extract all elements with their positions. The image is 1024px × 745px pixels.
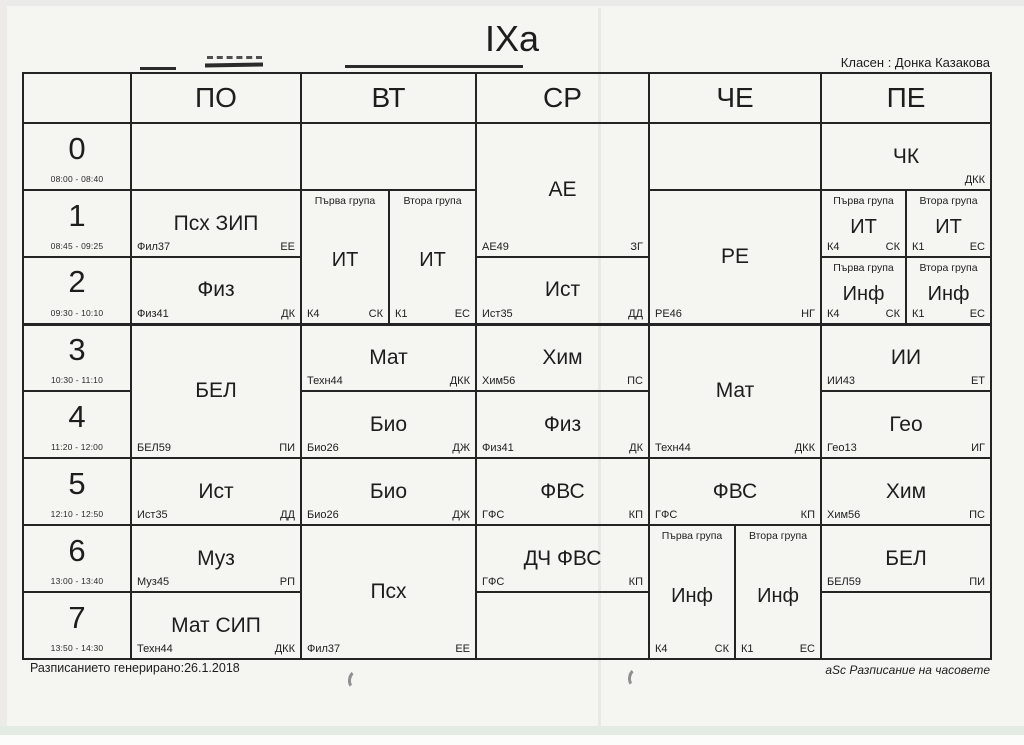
teacher-initials: ДКК <box>449 375 470 387</box>
period-time: 13:50 - 14:30 <box>50 643 104 653</box>
period-time: 11:20 - 12:00 <box>50 442 104 452</box>
teacher-initials: ПИ <box>279 442 295 454</box>
teacher-initials: КП <box>628 576 643 588</box>
subject: ЧК <box>892 144 920 168</box>
subject: АЕ <box>548 178 577 201</box>
cell-tue-p1-2-group2 <box>389 190 476 324</box>
teacher-initials: ЕС <box>969 241 985 253</box>
cell-tue-p1-2-group1 <box>301 190 389 324</box>
subject: ДЧ ФВС <box>523 546 602 570</box>
teacher-initials: КП <box>628 509 643 521</box>
subject: Инф <box>927 282 970 305</box>
room: Фил37 <box>137 241 171 253</box>
room: ГФС <box>655 509 678 521</box>
scan-artifact-line-a <box>140 67 176 70</box>
room: Физ41 <box>137 307 169 320</box>
subject: Инф <box>842 282 885 305</box>
scan-artifact-line-b <box>345 65 523 68</box>
subject: БЕЛ <box>195 379 237 403</box>
footer-generated: Разписанието генерирано:26.1.2018 <box>30 661 240 675</box>
room: К4 <box>307 307 320 320</box>
group-label: Втора група <box>919 195 978 207</box>
teacher-initials: ЕТ <box>970 375 985 387</box>
subject: Ист <box>544 278 581 302</box>
teacher-initials: ЕС <box>799 643 815 655</box>
room: К4 <box>827 307 840 320</box>
subject: ИТ <box>935 216 962 238</box>
subject: Ист <box>198 479 234 503</box>
subject: Муз <box>197 546 235 570</box>
period-cell-2 <box>23 257 131 324</box>
period-cell-6 <box>23 525 131 592</box>
cell-mon-p7 <box>131 592 301 659</box>
teacher-initials: ДКК <box>964 174 985 186</box>
room: ГФС <box>482 576 505 588</box>
period-number: 5 <box>68 465 86 501</box>
cell-thu-p1-2 <box>649 190 821 324</box>
group-label: Първа група <box>314 195 376 207</box>
subject: Мат <box>715 379 755 403</box>
subject: Физ <box>197 278 235 302</box>
cell-thu-p3-4 <box>649 324 821 458</box>
cell-tue-p3 <box>301 324 476 391</box>
teacher-initials: ДКК <box>274 643 295 655</box>
cell-wed-p7-empty <box>476 592 649 659</box>
room: БЕЛ59 <box>137 442 172 454</box>
cell-fri-p2-group2 <box>906 257 991 324</box>
room: РЕ46 <box>655 307 682 320</box>
subject: Хим <box>885 479 927 503</box>
period-number: 4 <box>68 398 86 434</box>
period-cell-0 <box>23 123 131 190</box>
cell-fri-p1-group2 <box>906 190 991 257</box>
teacher-initials: ПС <box>627 375 643 387</box>
subject: Мат <box>369 345 408 369</box>
period-number: 7 <box>68 599 86 635</box>
teacher-initials: ЗГ <box>630 241 643 253</box>
punch-hole-right <box>627 667 646 689</box>
cell-mon-p0-empty <box>131 123 301 190</box>
room: Хим56 <box>827 509 861 521</box>
teacher-initials: СК <box>885 307 900 320</box>
period-time: 12:10 - 12:50 <box>50 509 104 519</box>
subject: Мат СИП <box>171 613 261 637</box>
scan-artifact-bottom-strip <box>0 735 1024 745</box>
subject: Био <box>369 412 408 436</box>
teacher-initials: ЕЕ <box>455 643 470 655</box>
teacher-initials: ДД <box>628 307 643 320</box>
subject: Псх <box>370 580 407 603</box>
room: К1 <box>741 643 754 655</box>
subject: Физ <box>543 412 582 436</box>
cell-thu-p5 <box>649 458 821 525</box>
teacher-initials: ДЖ <box>452 509 470 521</box>
period-time: 08:00 - 08:40 <box>50 174 104 184</box>
cell-fri-p1-group1 <box>821 190 906 257</box>
day-header-tuesday: ВТ <box>301 73 476 123</box>
cell-mon-p2 <box>131 257 301 324</box>
period-cell-5 <box>23 458 131 525</box>
cell-wed-p2 <box>476 257 649 324</box>
period-time: 10:30 - 11:10 <box>50 375 104 385</box>
period-cell-3 <box>23 324 131 391</box>
room: Муз45 <box>137 576 170 588</box>
room: К1 <box>912 241 925 253</box>
teacher-initials: ДЖ <box>452 442 470 454</box>
day-header-thursday: ЧЕ <box>649 73 821 123</box>
room: Техн44 <box>137 643 173 655</box>
room: Био26 <box>307 442 339 454</box>
period-time: 09:30 - 10:10 <box>50 307 104 318</box>
cell-thu-p6-7-group2 <box>735 525 821 659</box>
group-label: Втора група <box>403 195 462 207</box>
teacher-initials: НГ <box>801 307 815 320</box>
room: К4 <box>827 241 840 253</box>
cell-fri-p6 <box>821 525 991 592</box>
day-header-monday: ПО <box>131 73 301 123</box>
room: Техн44 <box>307 375 343 387</box>
room: Хим56 <box>482 375 516 387</box>
subject: ИТ <box>850 216 877 238</box>
teacher-initials: ДД <box>280 509 295 521</box>
room: Био26 <box>307 509 339 521</box>
room: К4 <box>655 643 668 655</box>
room: Фил37 <box>307 643 341 655</box>
room: Физ41 <box>482 442 514 454</box>
cell-wed-p6 <box>476 525 649 592</box>
teacher-initials: СК <box>885 241 900 253</box>
room: К1 <box>912 307 925 320</box>
period-number: 2 <box>68 264 86 300</box>
page-title: IXa <box>484 18 540 59</box>
scan-artifact-smudge <box>205 62 263 67</box>
teacher-initials: ИГ <box>971 442 985 454</box>
teacher-initials: ДКК <box>794 442 815 454</box>
room: Ист35 <box>137 509 168 521</box>
period-cell-1 <box>23 190 131 257</box>
cell-fri-p7-empty <box>821 592 991 659</box>
cell-fri-p2-group1 <box>821 257 906 324</box>
group-label: Първа група <box>833 262 894 274</box>
day-header-wednesday: СР <box>476 73 649 123</box>
group-label: Втора група <box>919 262 978 274</box>
teacher-initials: ЕС <box>969 307 985 320</box>
room: Техн44 <box>655 442 691 454</box>
cell-thu-p0-empty <box>649 123 821 190</box>
cell-wed-p0-1 <box>476 123 649 257</box>
teacher-initials: КП <box>800 509 815 521</box>
cell-mon-p6 <box>131 525 301 592</box>
cell-fri-p0 <box>821 123 991 190</box>
footer-brand: aSc Разписание на часовете <box>825 663 990 677</box>
cell-mon-p3-4 <box>131 324 301 458</box>
teacher-initials: ДК <box>629 442 643 454</box>
timetable <box>22 72 992 660</box>
period-number: 1 <box>68 197 86 233</box>
teacher-initials: ДК <box>281 307 295 320</box>
cell-tue-p4 <box>301 391 476 458</box>
room: ГФС <box>482 509 505 521</box>
cell-wed-p5 <box>476 458 649 525</box>
teacher-initials: РП <box>279 576 295 588</box>
period-number: 3 <box>68 331 86 367</box>
subject: ФВС <box>712 479 758 503</box>
subject: Инф <box>671 584 713 607</box>
cell-fri-p4 <box>821 391 991 458</box>
subject: Гео <box>889 412 923 436</box>
cell-thu-p6-7-group1 <box>649 525 735 659</box>
period-time: 08:45 - 09:25 <box>50 241 104 251</box>
subject: Псх ЗИП <box>173 211 259 235</box>
group-label: Втора група <box>748 530 808 542</box>
period-time: 13:00 - 13:40 <box>50 576 104 586</box>
cell-mon-p5 <box>131 458 301 525</box>
room: БЕЛ59 <box>827 576 862 588</box>
teacher-initials: СК <box>368 307 383 320</box>
scan-artifact-left-strip <box>0 0 7 745</box>
day-header-friday: ПЕ <box>821 73 991 123</box>
group-label: Първа група <box>833 195 894 207</box>
room: К1 <box>395 307 408 320</box>
subject: Инф <box>757 584 799 607</box>
cell-wed-p4 <box>476 391 649 458</box>
room: ИИ43 <box>827 375 856 387</box>
subject: Хим <box>542 345 583 369</box>
corner-cell <box>23 73 131 123</box>
period-cell-7 <box>23 592 131 659</box>
cell-fri-p5 <box>821 458 991 525</box>
scan-artifact-green-strip <box>0 726 1024 735</box>
teacher-initials: СК <box>714 643 729 655</box>
subject: БЕЛ <box>885 546 927 570</box>
class-teacher-label: Класен : Донка Казакова <box>840 55 990 70</box>
room: Гео13 <box>827 442 857 454</box>
period-number: 6 <box>68 532 86 568</box>
subject: ИИ <box>890 345 922 369</box>
cell-wed-p3 <box>476 324 649 391</box>
group-label: Първа група <box>661 530 723 542</box>
subject: Био <box>369 479 408 503</box>
subject: ФВС <box>540 479 585 503</box>
room: Ист35 <box>482 307 513 320</box>
cell-tue-p5 <box>301 458 476 525</box>
cell-fri-p3 <box>821 324 991 391</box>
scan-artifact-top-strip <box>0 0 1024 6</box>
teacher-initials: ПИ <box>969 576 985 588</box>
subject: РЕ <box>720 244 749 268</box>
cell-tue-p0-empty <box>301 123 476 190</box>
period-cell-4 <box>23 391 131 458</box>
subject: ИТ <box>419 249 446 272</box>
period-number: 0 <box>68 130 86 166</box>
subject: ИТ <box>331 249 359 272</box>
teacher-initials: ЕЕ <box>280 241 295 253</box>
cell-tue-p6-7 <box>301 525 476 659</box>
teacher-initials: ПС <box>969 509 985 521</box>
punch-hole-left <box>347 669 366 691</box>
cell-mon-p1 <box>131 190 301 257</box>
teacher-initials: ЕС <box>454 307 470 320</box>
room: АЕ49 <box>482 241 509 253</box>
